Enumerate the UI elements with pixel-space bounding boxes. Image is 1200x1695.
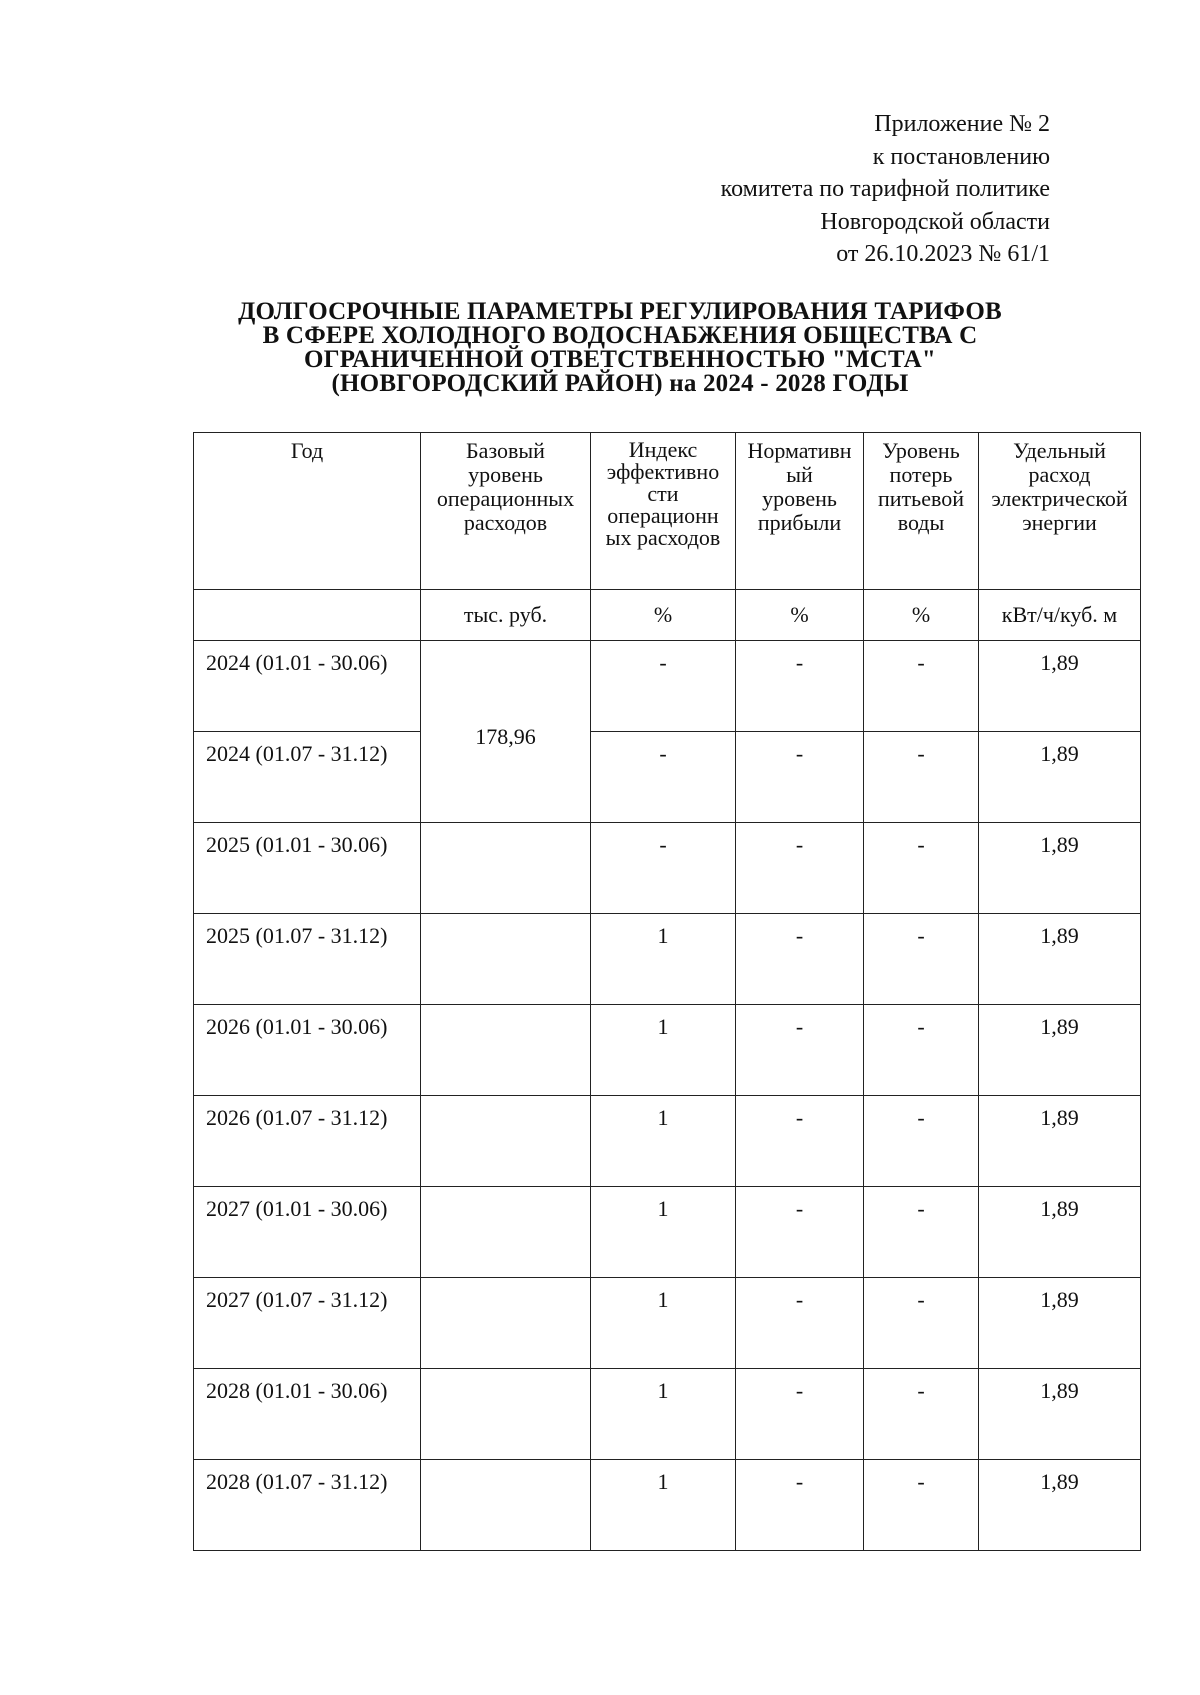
year-cell: 2028 (01.07 - 31.12) [194, 1460, 421, 1551]
table-row [194, 641, 1141, 732]
document-title [180, 300, 1060, 396]
appendix-line: комитета по тарифной политике [720, 176, 1050, 202]
losses-cell: - [864, 1460, 979, 1551]
unit-cell: кВт/ч/куб. м [979, 590, 1141, 641]
profit-cell: - [736, 1005, 864, 1096]
header-year: Год [194, 433, 421, 590]
energy-cell: 1,89 [979, 641, 1141, 732]
index-cell: 1 [591, 1005, 736, 1096]
unit-cell: % [591, 590, 736, 641]
base-opex-cell [421, 823, 591, 914]
appendix-block [721, 108, 1050, 271]
header-water-losses: Уровень потерь питьевой воды [864, 433, 979, 590]
header-energy-consumption: Удельный расход электрической энергии [979, 433, 1141, 590]
index-cell: 1 [591, 914, 736, 1005]
base-opex-cell [421, 1460, 591, 1551]
index-cell: - [591, 641, 736, 732]
title-line: (НОВГОРОДСКИЙ РАЙОН) на 2024 - 2028 ГОДЫ [331, 370, 909, 397]
index-cell: - [591, 732, 736, 823]
base-opex-cell: 178,96 [421, 641, 591, 823]
appendix-line: Новгородской области [820, 208, 1050, 235]
losses-cell: - [864, 823, 979, 914]
appendix-line: Приложение № 2 [874, 111, 1050, 137]
index-cell: 1 [591, 1278, 736, 1369]
table-row [194, 1005, 1141, 1096]
losses-cell: - [864, 1278, 979, 1369]
losses-cell: - [864, 732, 979, 823]
profit-cell: - [736, 914, 864, 1005]
table-header-row [194, 433, 1141, 590]
base-opex-cell [421, 1369, 591, 1460]
profit-cell: - [736, 1460, 864, 1551]
energy-cell: 1,89 [979, 1460, 1141, 1551]
appendix-date-line: от 26.10.2023 № 61/1 [836, 241, 1050, 267]
energy-cell: 1,89 [979, 732, 1141, 823]
profit-cell: - [736, 732, 864, 823]
base-opex-cell [421, 1005, 591, 1096]
year-cell: 2027 (01.01 - 30.06) [194, 1187, 421, 1278]
losses-cell: - [864, 1096, 979, 1187]
table-row [194, 732, 1141, 823]
energy-cell: 1,89 [979, 823, 1141, 914]
year-cell: 2026 (01.01 - 30.06) [194, 1005, 421, 1096]
year-cell: 2028 (01.01 - 30.06) [194, 1369, 421, 1460]
unit-cell [194, 590, 421, 641]
table-row [194, 1096, 1141, 1187]
energy-cell: 1,89 [979, 1369, 1141, 1460]
index-cell: - [591, 823, 736, 914]
year-cell: 2024 (01.07 - 31.12) [194, 732, 421, 823]
header-profit-level: Нормативн ый уровень прибыли [736, 433, 864, 590]
energy-cell: 1,89 [979, 1005, 1141, 1096]
parameters-table [193, 432, 1141, 1551]
energy-cell: 1,89 [979, 914, 1141, 1005]
unit-cell: % [736, 590, 864, 641]
index-cell: 1 [591, 1369, 736, 1460]
year-cell: 2025 (01.01 - 30.06) [194, 823, 421, 914]
table-row [194, 1460, 1141, 1551]
table-row [194, 1278, 1141, 1369]
profit-cell: - [736, 1278, 864, 1369]
year-cell: 2026 (01.07 - 31.12) [194, 1096, 421, 1187]
year-cell: 2025 (01.07 - 31.12) [194, 914, 421, 1005]
title-line: ОГРАНИЧЕННОЙ ОТВЕТСТВЕННОСТЬЮ "МСТА" [303, 346, 937, 373]
year-cell: 2024 (01.01 - 30.06) [194, 641, 421, 732]
header-efficiency-index: Индекс эффективно сти операционн ых расходов [591, 433, 736, 590]
unit-cell: % [864, 590, 979, 641]
profit-cell: - [736, 1369, 864, 1460]
table-row [194, 1369, 1141, 1460]
energy-cell: 1,89 [979, 1096, 1141, 1187]
unit-cell: тыс. руб. [421, 590, 591, 641]
profit-cell: - [736, 1187, 864, 1278]
table-row [194, 914, 1141, 1005]
index-cell: 1 [591, 1460, 736, 1551]
energy-cell: 1,89 [979, 1187, 1141, 1278]
profit-cell: - [736, 823, 864, 914]
energy-cell: 1,89 [979, 1278, 1141, 1369]
title-line: ДОЛГОСРОЧНЫЕ ПАРАМЕТРЫ РЕГУЛИРОВАНИЯ ТАРИФОВ [238, 298, 1002, 325]
year-cell: 2027 (01.07 - 31.12) [194, 1278, 421, 1369]
title-line: В СФЕРЕ ХОЛОДНОГО ВОДОСНАБЖЕНИЯ ОБЩЕСТВА С [262, 322, 978, 349]
losses-cell: - [864, 1369, 979, 1460]
index-cell: 1 [591, 1096, 736, 1187]
header-base-opex: Базовый уровень операционных расходов [421, 433, 591, 590]
losses-cell: - [864, 1005, 979, 1096]
base-opex-cell [421, 914, 591, 1005]
table-units-row [194, 590, 1141, 641]
base-opex-cell [421, 1278, 591, 1369]
losses-cell: - [864, 641, 979, 732]
table-row [194, 823, 1141, 914]
table-row [194, 1187, 1141, 1278]
base-opex-cell [421, 1096, 591, 1187]
appendix-line: к постановлению [872, 143, 1050, 170]
profit-cell: - [736, 641, 864, 732]
index-cell: 1 [591, 1187, 736, 1278]
profit-cell: - [736, 1096, 864, 1187]
base-opex-cell [421, 1187, 591, 1278]
losses-cell: - [864, 1187, 979, 1278]
losses-cell: - [864, 914, 979, 1005]
